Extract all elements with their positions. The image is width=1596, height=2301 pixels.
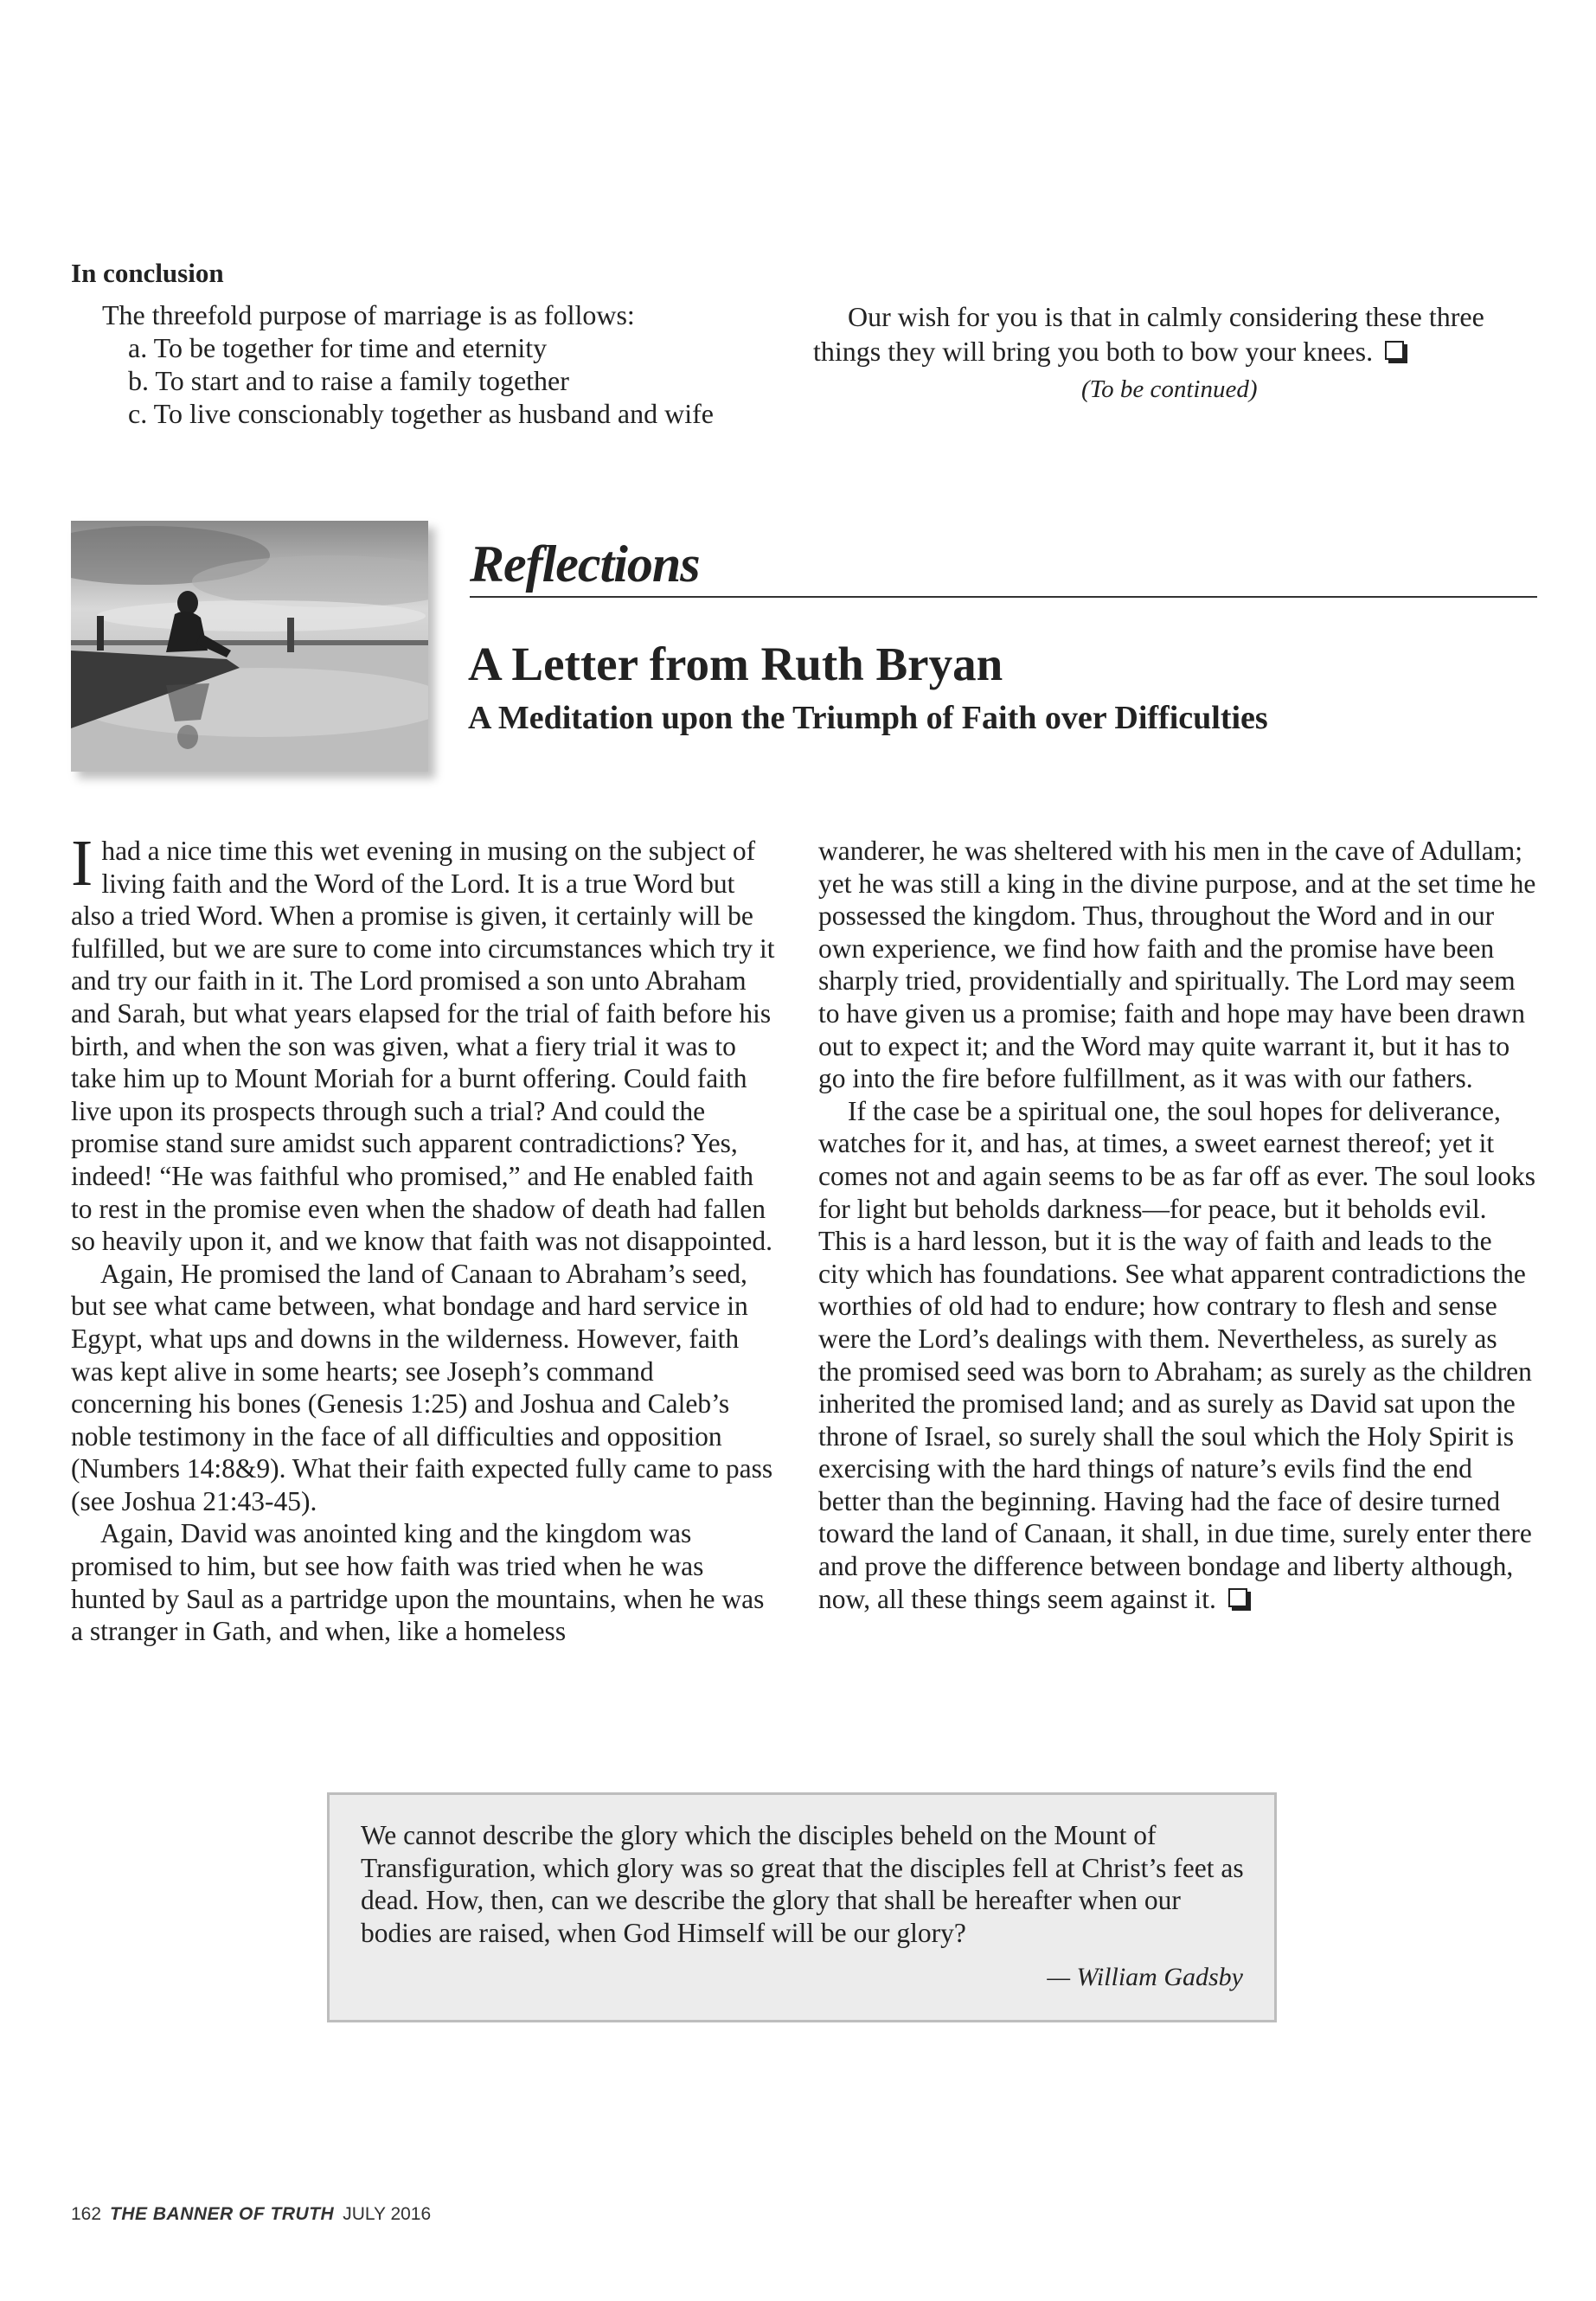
to-be-continued: (To be continued) (1081, 375, 1258, 403)
closing-wish (813, 299, 1540, 369)
article-subtitle: A Meditation upon the Triumph of Faith over Difficulties (468, 700, 1268, 736)
article-column-left (71, 827, 780, 1648)
page-footer (71, 2204, 431, 2225)
issue-date: JULY 2016 (343, 2204, 432, 2224)
reflection-photo (71, 521, 428, 772)
page-number: 162 (71, 2204, 102, 2224)
purpose-item: b. To start and to raise a family together (128, 365, 569, 396)
paragraph-text: If the case be a spiritual one, the soul hopes for deliverance, watches for it, and has, at times, a sweet earnest thereof; yet it comes not and again seems to be as far off as ever. The soul looks for light but beholds darkness—for peace, but it beholds evil. This is a hard lesson, but it is the way of faith and leads to the city which has foundations. See what apparent contradictions the worthies of old had to endure; how contrary to flesh and sense were the Lord’s dealings with them. Nevertheless, as surely as the promised seed was born to Abraham; as surely as the children inherited the promised land; and as surely as David sat upon the throne of Israel, so surely shall the soul which the Holy Spirit is exercising with the hard things of nature’s evils find the end better than the beginning. Having had the face of desire turned toward the land of Canaan, it shall, in due time, surely enter there and prove the difference between bondage and liberty although, now, all these things seem against it. (818, 1095, 1535, 1614)
end-mark-icon (1385, 341, 1404, 360)
article-column-right (818, 835, 1536, 1615)
paragraph: Again, He promised the land of Canaan to Abraham’s seed, but see what came between, what bondage and hard service in Egypt, what ups and downs in the wilderness. However, faith was kept alive in some hearts; see Joseph’s command concerning his bones (Genesis 1:25) and Joshua and Caleb’s noble testimony in the face of all difficulties and opposition (Numbers 14:8&9). What their faith expected fully came to pass (see Joshua 21:43-45). (71, 1258, 773, 1516)
drop-cap: I (71, 827, 93, 900)
magazine-name: THE BANNER OF TRUTH (110, 2204, 335, 2224)
closing-wish-text: Our wish for you is that in calmly considering these three things they will bring you both to bow your knees. (813, 301, 1484, 367)
quote-text: We cannot describe the glory which the disciples beheld on the Mount of Transfiguration, which glory was so great that the disciples fell at Christ’s feet as dead. How, then, can we describe the glory that shall be hereafter when our bodies are raised, when God Himself will be our glory? (361, 1820, 1244, 1948)
paragraph-text: had a nice time this wet evening in musing on the subject of living faith and the Word of the Lord. It is a true Word but also a tried Word. When a promise is given, it certainly will be fulfilled, but we are sure to come into circumstances which try it and try our faith in it. The Lord promised a son unto Abraham and Sarah, but what years elapsed for the trial of faith before his birth, and when the son was given, what a fiery trial it was to take him up to Mount Moriah for a burnt offering. Could faith live upon its prospects through such a trial? And could the promise stand sure amidst such apparent contradictions? Yes, indeed! “He was faithful who promised,” and He enabled faith to rest in the promise even when the shadow of death had fallen so heavily upon it, and we know that faith was not disappointed. (71, 836, 775, 1257)
quote-box (327, 1792, 1277, 2022)
section-kicker: Reflections (470, 535, 700, 593)
article-title: A Letter from Ruth Bryan (468, 638, 1003, 690)
end-mark-icon (1228, 1588, 1247, 1607)
man-sitting-on-pier-image (71, 521, 428, 772)
paragraph: Again, David was anointed king and the kingdom was promised to him, but see how faith was tried when he was hunted by Saul as a partridge upon the mountains, when he was a stranger in Gath, and when, like a homeless (71, 1518, 765, 1647)
paragraph: wanderer, he was sheltered with his men in the cave of Adullam; yet he was still a king in the divine purpose, and at the set time he possessed the kingdom. Thus, throughout the Word and in our own experience, we find how faith and the promise have been sharply tried, providentially and spiritually. The Lord may seem to have given us a promise; faith and hope may have been drawn out to expect it; and the Word may quite warrant it, but it has to go into the fire before fulfillment, as it was with our fathers. (818, 836, 1536, 1094)
divider (470, 596, 1537, 598)
purpose-item: c. To live conscionably together as husband and wife (128, 398, 714, 429)
purpose-intro: The threefold purpose of marriage is as follows: (102, 299, 635, 330)
quote-attribution: — William Gadsby (1047, 1963, 1243, 1991)
section-heading: In conclusion (71, 258, 224, 288)
purpose-item: a. To be together for time and eternity (128, 332, 548, 363)
paragraph (818, 1095, 1536, 1616)
paragraph (71, 827, 780, 1258)
